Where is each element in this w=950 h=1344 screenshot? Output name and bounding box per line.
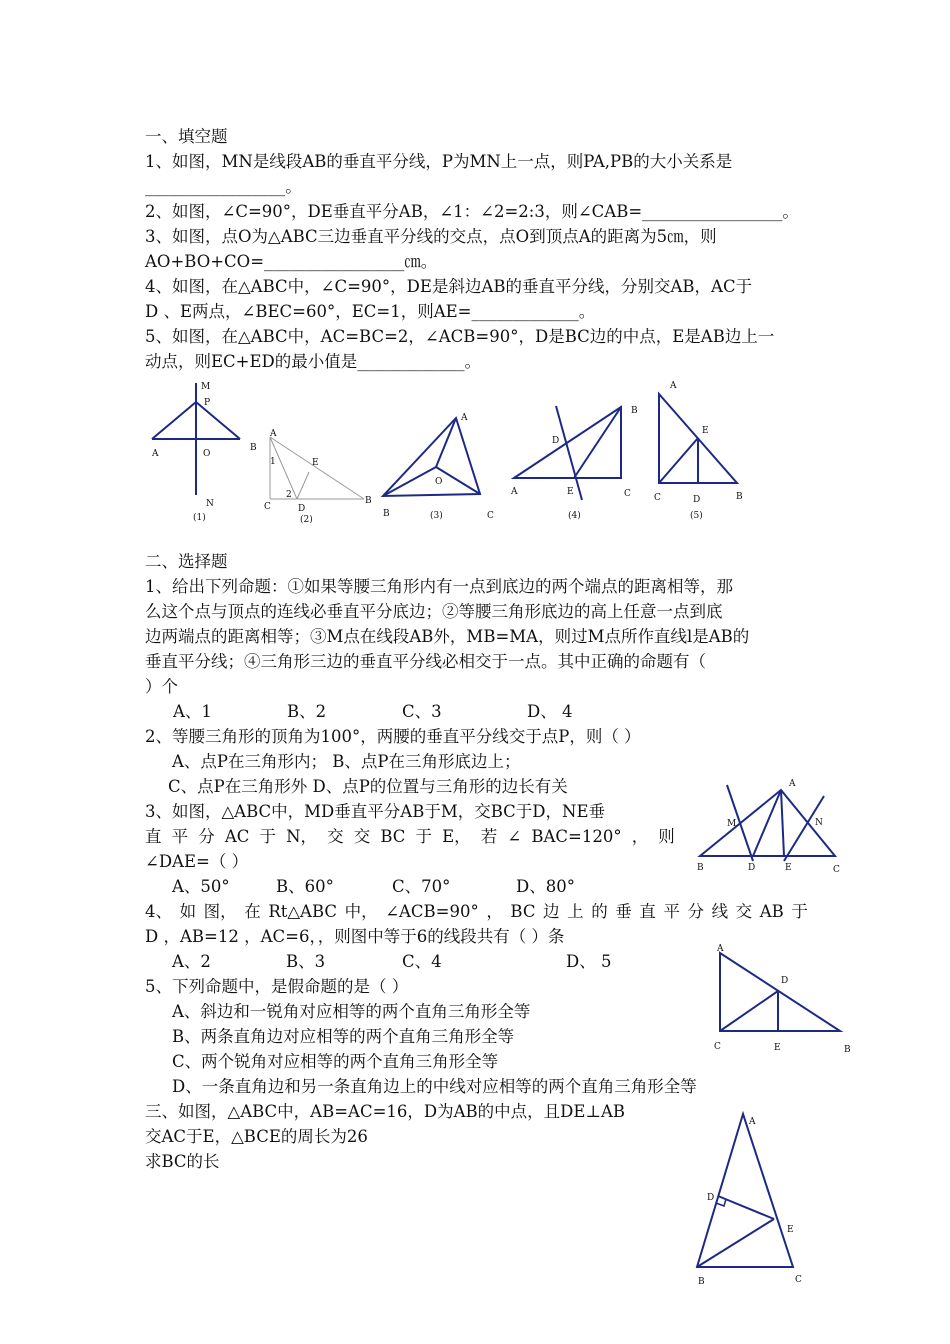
s2-q5: 5、下列命题中，是假命题的是（ ） — [145, 977, 409, 996]
label-b: B — [631, 406, 638, 416]
label-c: C — [833, 865, 840, 875]
triangle-abc — [697, 1114, 793, 1267]
s2-q3-line2 — [145, 825, 675, 849]
word: BC — [380, 827, 406, 846]
word: 若 — [480, 827, 498, 846]
s2-q2: 2、等腰三角形的顶角为100°，两腰的垂直平分线交于点P，则（ ） — [145, 727, 641, 746]
s2-q4-opt-a: A、2 — [172, 952, 211, 971]
word: BAC=120° — [531, 827, 622, 846]
caption-1: (1) — [193, 513, 206, 523]
word: 则 — [658, 827, 675, 846]
word: AC — [224, 827, 250, 846]
segment-eb — [574, 407, 621, 478]
bisector-ne — [784, 796, 824, 861]
label-d: D — [781, 976, 789, 986]
s2-q1-line3: 边两端点的距离相等；③M点在线段AB外，MB=MA，则过M点所作直线l是AB的 — [145, 627, 750, 646]
s2-q3-line3: ∠DAE=（ ） — [145, 852, 249, 871]
side-ab — [270, 437, 364, 499]
s2-q1-opt-b: B、2 — [287, 702, 327, 721]
figure-4 — [510, 406, 638, 521]
figure-2 — [250, 429, 372, 525]
word: E， — [442, 827, 471, 846]
figure-5 — [654, 381, 743, 521]
s2-q5-opt-b: B、两条直角边对应相等的两个直角三角形全等 — [172, 1027, 515, 1046]
label-o: O — [435, 477, 443, 487]
label-n: N — [206, 499, 214, 509]
s1-q1-line1: 1、如图，MN是线段AB的垂直平分线，P为MN上一点，则PA,PB的大小关系是 — [145, 152, 733, 171]
word: 直 — [145, 827, 162, 846]
figure-q3 — [690, 775, 850, 880]
segment-ao — [436, 418, 456, 467]
label-c: C — [624, 489, 631, 499]
label-a: A — [152, 449, 159, 459]
word: 如 — [179, 902, 197, 921]
caption-5: (5) — [690, 511, 703, 521]
s2-q5-opt-c: C、两个锐角对应相等的两个直角三角形全等 — [172, 1052, 499, 1071]
word: 垂 — [615, 902, 632, 921]
label-angle-1: 1 — [270, 457, 276, 467]
word: Rt△ABC — [268, 902, 338, 921]
word: 平 — [663, 902, 680, 921]
s2-q1-opt-d: D、 4 — [527, 702, 573, 721]
section1-heading: 一、填空题 — [145, 127, 228, 146]
word: 于 — [791, 902, 808, 921]
s2-q3-opt-a: A、50° — [172, 877, 230, 896]
label-d: D — [693, 495, 701, 505]
caption-3: (3) — [430, 511, 443, 521]
word: 上 — [567, 902, 584, 921]
s3-line2: 交AC于E，△BCE的周长为26 — [145, 1127, 368, 1146]
s2-q1-line4: 垂直平分线；④三角形三边的垂直平分线必相交于一点。其中正确的命题有（ — [145, 652, 706, 671]
label-e: E — [702, 426, 709, 436]
segment-cd — [720, 991, 778, 1031]
bisector-de — [556, 406, 582, 500]
word: 于 — [259, 827, 276, 846]
label-d: D — [298, 504, 306, 514]
label-e: E — [787, 1225, 794, 1235]
label-c: C — [795, 1275, 802, 1285]
word: 线 — [711, 902, 729, 921]
caption-4: (4) — [568, 511, 581, 521]
s2-q3-line1: 3、如图，△ABC中，MD垂直平分AB于M，交BC于D，NE垂 — [145, 802, 605, 821]
label-b: B — [698, 1277, 705, 1287]
label-a: A — [461, 413, 468, 423]
s2-q2-opts-1: A、点P在三角形内； B、点P在三角形底边上； — [172, 752, 521, 771]
label-b: B — [383, 509, 390, 519]
s2-q5-opt-d: D、一条直角边和另一条直角边上的中线对应相等的两个直角三角形全等 — [172, 1077, 697, 1096]
label-b: B — [736, 492, 743, 502]
s2-q1-line5: ）个 — [145, 677, 178, 696]
label-a: A — [511, 487, 518, 497]
label-m: M — [201, 382, 211, 392]
label-a: A — [670, 381, 677, 391]
s2-q4-opt-c: C、4 — [402, 952, 442, 971]
label-c: C — [714, 1042, 721, 1052]
label-e: E — [774, 1043, 781, 1053]
word: 交 — [327, 827, 344, 846]
label-a: A — [270, 429, 277, 439]
s2-q1-opt-a: A、1 — [173, 702, 212, 721]
label-n: N — [815, 818, 823, 828]
word: 边 — [543, 902, 560, 921]
label-e: E — [312, 458, 319, 468]
label-e: E — [785, 863, 792, 873]
label-a: A — [717, 944, 724, 954]
caption-2: (2) — [300, 515, 313, 525]
s2-q1-opt-c: C、3 — [402, 702, 442, 721]
s1-q1-line2: _________________。 — [145, 177, 302, 196]
word: AB — [759, 902, 784, 921]
s2-q4-line1 — [145, 900, 808, 924]
word: 4、 — [145, 902, 172, 921]
s2-q1-line1: 1、给出下列命题：①如果等腰三角形内有一点到底边的两个端点的距离相等，那 — [145, 577, 733, 596]
word: 中， — [344, 902, 378, 921]
label-b: B — [844, 1045, 851, 1055]
word: 平 — [171, 827, 189, 846]
word: 的 — [591, 902, 608, 921]
label-a: A — [749, 1117, 756, 1127]
word: ∠ACB=90° — [385, 902, 479, 921]
word: 分 — [198, 827, 215, 846]
figure-3 — [383, 413, 494, 521]
s1-q3-line1: 3、如图，点O为△ABC三边垂直平分线的交点，点O到顶点A的距离为5㎝，则 — [145, 227, 717, 246]
s3-line3: 求BC的长 — [145, 1152, 220, 1171]
s2-q4-opt-d: D、 5 — [566, 952, 612, 971]
word: 直 — [639, 902, 656, 921]
segment-ed — [297, 472, 309, 499]
word: 交 — [735, 902, 753, 921]
s2-q3-opt-d: D、80° — [516, 877, 575, 896]
figure-section3 — [685, 1105, 815, 1295]
label-e: E — [567, 487, 574, 497]
label-c: C — [487, 511, 494, 521]
figure-row-section1 — [140, 375, 820, 535]
figure-q4 — [705, 940, 855, 1060]
s2-q4-opt-b: B、3 — [286, 952, 326, 971]
s2-q1-line2: 么这个点与顶点的连线必垂直平分底边；②等腰三角形底边的高上任意一点到底 — [145, 602, 723, 621]
segment-ce — [659, 438, 698, 483]
word: 交 — [353, 827, 371, 846]
word: 分 — [687, 902, 705, 921]
word: 图， — [203, 902, 237, 921]
label-d: D — [552, 436, 560, 446]
s2-q2-opts-2: C、点P在三角形外 D、点P的位置与三角形的边长有关 — [168, 777, 568, 796]
s1-q4-line1: 4、如图，在△ABC中，∠C=90°，DE是斜边AB的垂直平分线，分别交AB，AC于 — [145, 277, 753, 296]
s2-q3-opt-c: C、70° — [392, 877, 451, 896]
word: N， — [286, 827, 318, 846]
word: ， — [486, 902, 503, 921]
label-d: D — [748, 863, 756, 873]
segment-bo — [383, 467, 436, 496]
s1-q3-line2: AO+BO+CO=_________________㎝。 — [145, 252, 438, 271]
label-c: C — [654, 493, 661, 503]
label-m: M — [727, 819, 737, 829]
s1-q2: 2、如图，∠C=90°，DE垂直平分AB，∠1：∠2=2:3，则∠CAB=_________________。 — [145, 202, 799, 221]
s2-q3-opt-b: B、60° — [276, 877, 334, 896]
label-b-left: B — [250, 443, 257, 453]
s1-q4-line2: D 、E两点，∠BEC=60°，EC=1，则AE=_____________。 — [145, 302, 596, 321]
label-a: A — [789, 779, 796, 789]
label-c: C — [264, 502, 271, 512]
s1-q5-line2: 动点，则EC+ED的最小值是_____________。 — [145, 352, 482, 371]
word: ， — [631, 827, 649, 846]
s2-q5-opt-a: A、斜边和一锐角对应相等的两个直角三角形全等 — [172, 1002, 531, 1021]
label-d: D — [707, 1193, 715, 1203]
segment-pa — [152, 402, 196, 439]
word: 在 — [244, 902, 261, 921]
s1-q5-line1: 5、如图，在△ABC中，AC=BC=2，∠ACB=90°，D是BC边的中点，E是AB边上一 — [145, 327, 775, 346]
word: ∠ — [507, 827, 522, 846]
section2-heading: 二、选择题 — [145, 552, 228, 571]
segment-pb — [196, 402, 240, 439]
triangle-abc — [514, 407, 621, 478]
label-o: O — [203, 449, 211, 459]
word: BC — [510, 902, 536, 921]
label-p: P — [204, 398, 211, 408]
figure-1 — [151, 382, 240, 523]
s2-q4-line2: D ，AB=12 ，AC=6，，则图中等于6的线段共有（ ）条 — [145, 927, 565, 946]
segment-ad — [753, 790, 781, 856]
word: 于 — [415, 827, 433, 846]
label-b: B — [365, 496, 372, 506]
label-angle-2: 2 — [286, 490, 292, 500]
label-b: B — [697, 863, 704, 873]
s3-line1: 三、如图，△ABC中，AB=AC=16，D为AB的中点，且DE⊥AB — [145, 1102, 625, 1121]
segment-ae — [781, 790, 784, 856]
